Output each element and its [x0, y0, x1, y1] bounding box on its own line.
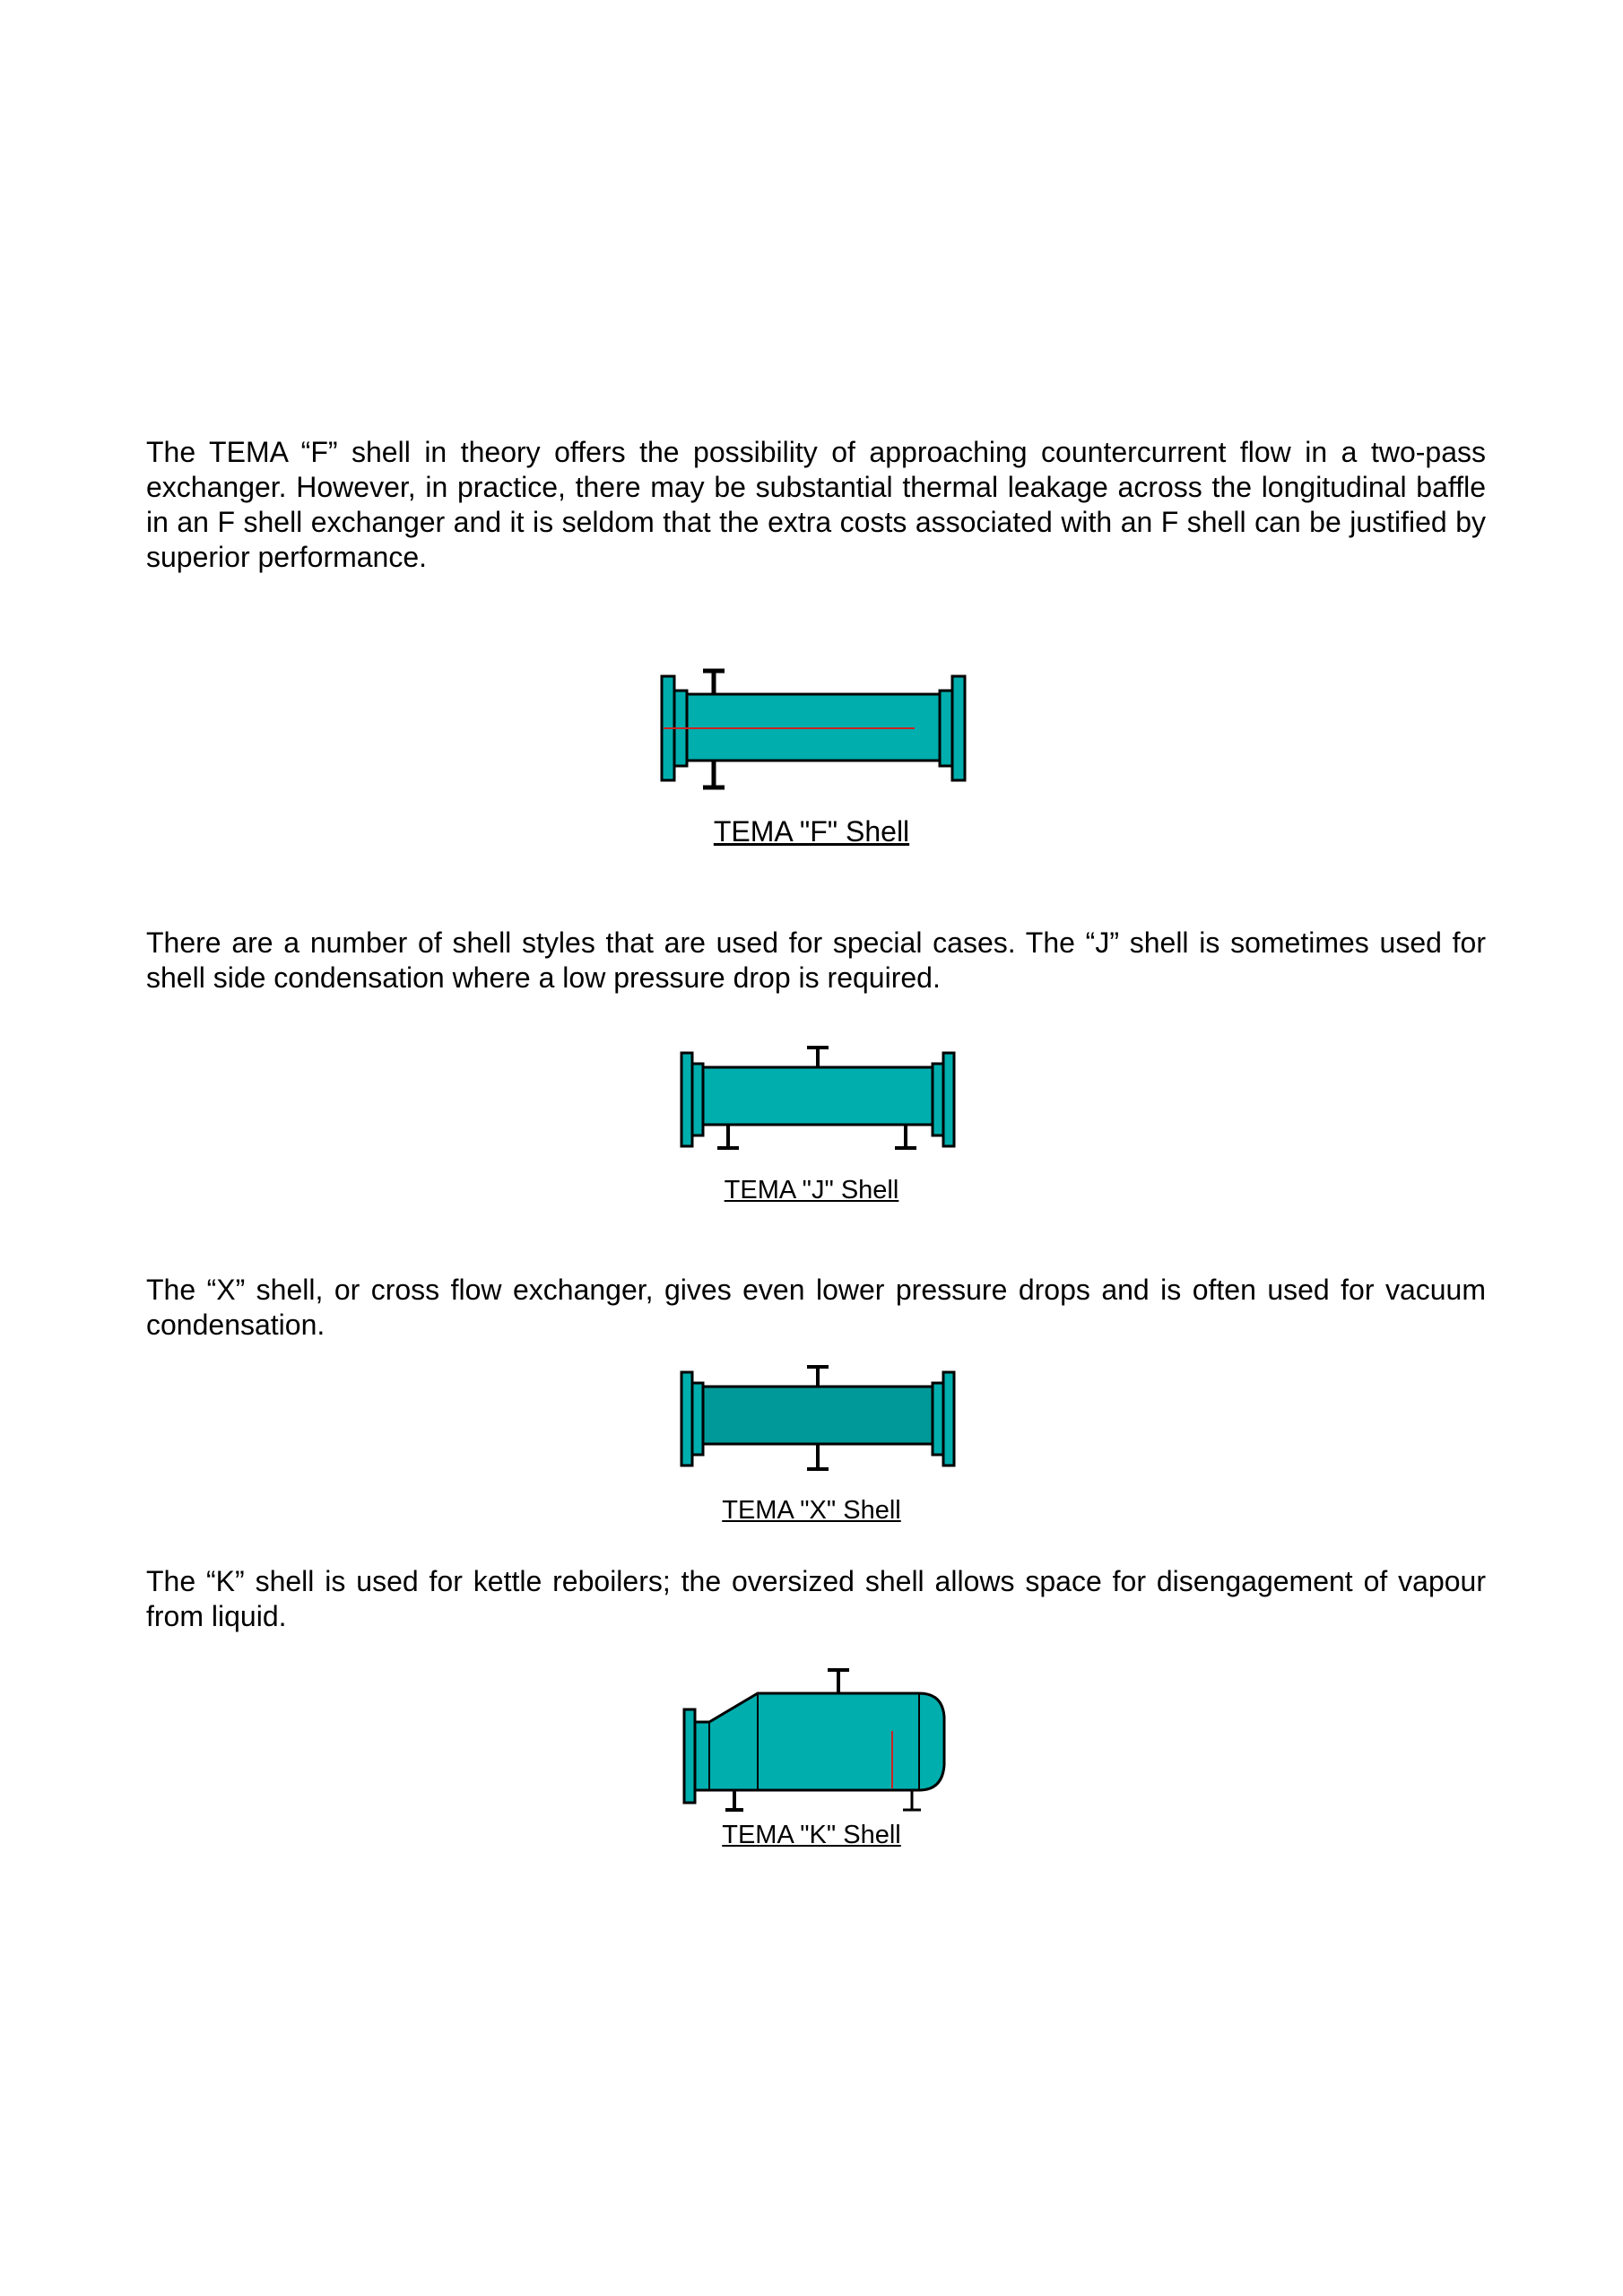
- paragraph-x-shell: The “X” shell, or cross flow exchanger, gives even lower pressure drops and is often used for vacuum condensation.: [146, 1274, 1486, 1341]
- paragraph-f-shell: The TEMA “F” shell in theory offers the possibility of approaching countercurrent flow in a two-pass exchanger. However, in practice, there may be substantial thermal leakage across the longitudinal baffle in an F shell exchanger and it is seldom that the extra costs associated with an F shell can be justified by superior performance.: [146, 436, 1486, 573]
- tema-x-shell-diagram: [674, 1361, 961, 1478]
- tema-f-shell-diagram: [655, 664, 977, 798]
- paragraph-k-shell: The “K” shell is used for kettle reboilers; the oversized shell allows space for disengagement of vapour from liquid.: [146, 1565, 1486, 1632]
- caption-f-shell: TEMA "F" Shell: [713, 815, 910, 848]
- caption-x-shell: TEMA "X" Shell: [722, 1496, 901, 1525]
- tema-j-shell-diagram: [674, 1040, 961, 1157]
- tema-k-shell-diagram: [677, 1661, 964, 1813]
- caption-j-shell: TEMA "J" Shell: [724, 1176, 899, 1205]
- caption-k-shell: TEMA "K" Shell: [722, 1821, 901, 1849]
- paragraph-j-shell: There are a number of shell styles that are used for special cases. The “J” shell is sometimes used for shell side condensation where a low pressure drop is required.: [146, 926, 1486, 994]
